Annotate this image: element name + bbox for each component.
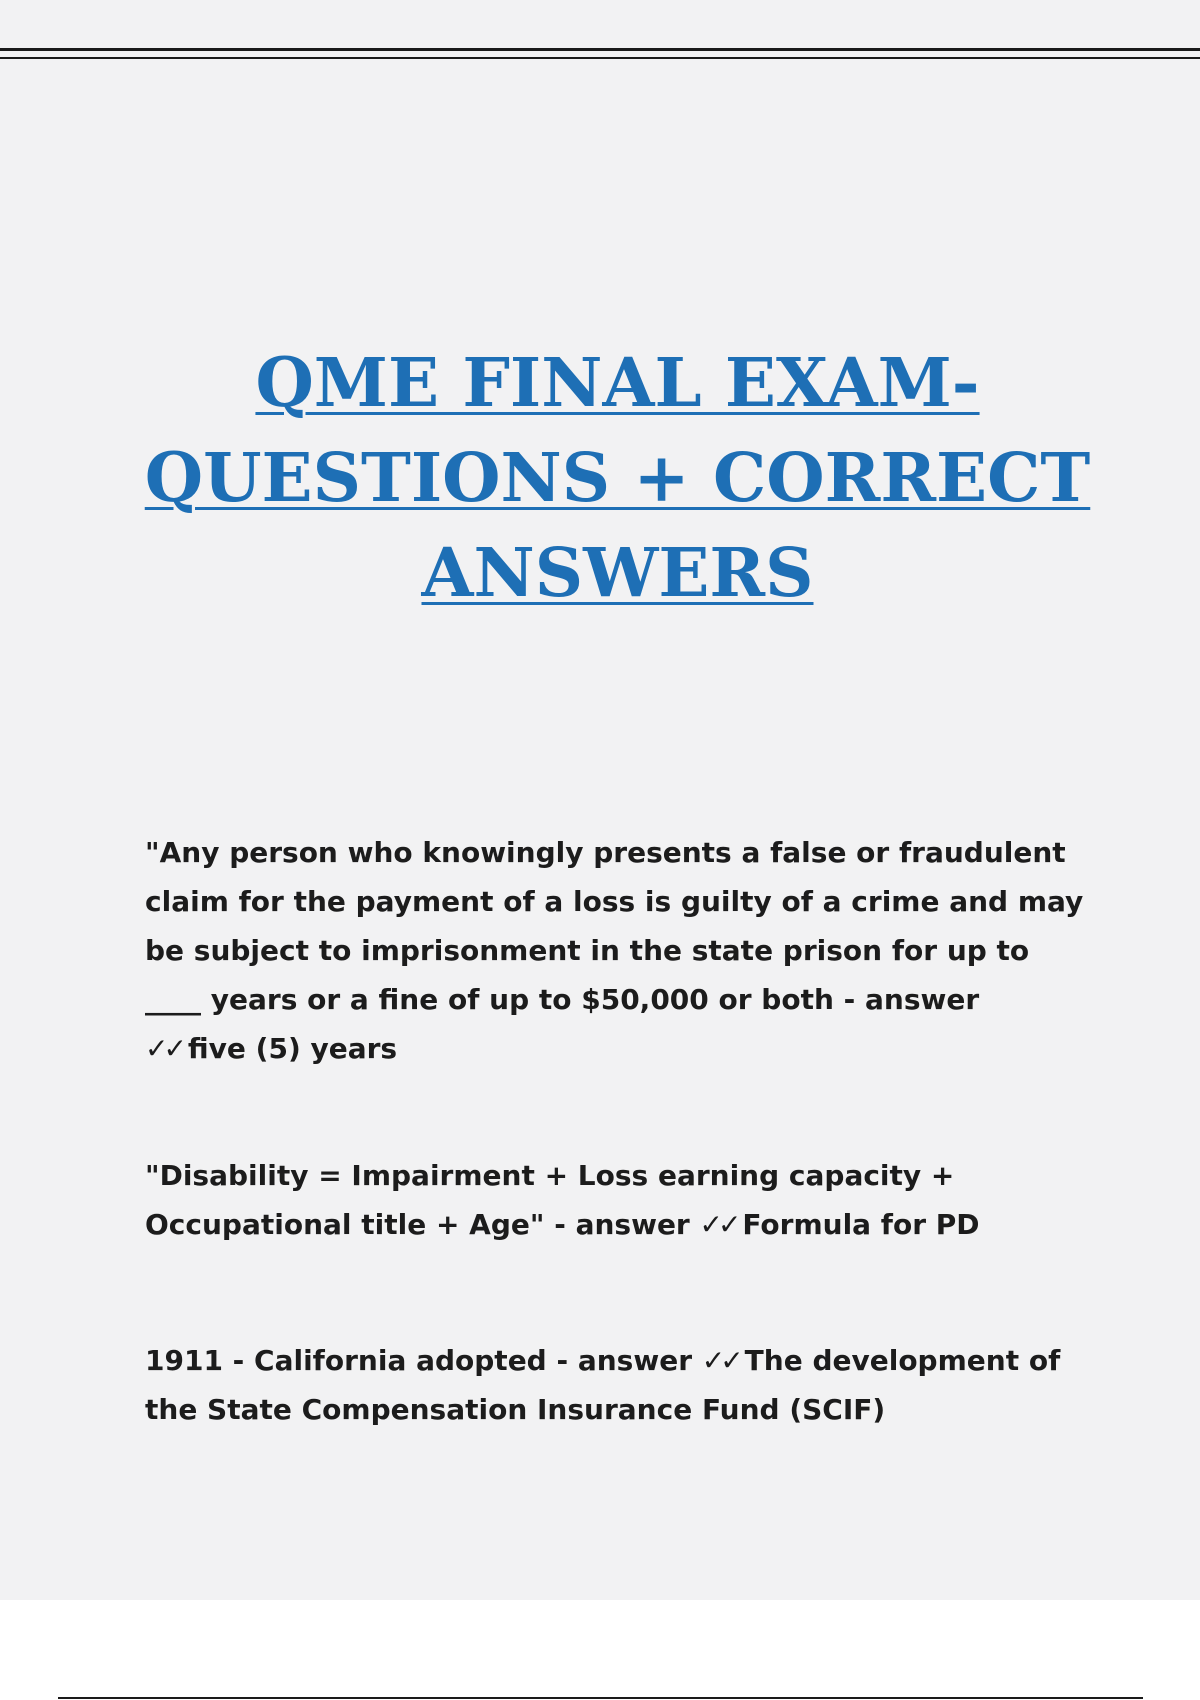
- footer-rule: [58, 1697, 1143, 1699]
- double-check-icon: ✓✓: [699, 1208, 737, 1241]
- double-check-icon: ✓✓: [145, 1032, 182, 1065]
- question-text: "Disability = Impairment + Loss earning capacity + Occupational title + Age" - answer: [145, 1159, 955, 1241]
- answer-text: Formula for PD: [742, 1208, 980, 1241]
- header-rule-inner: [0, 57, 1200, 59]
- title-line: QUESTIONS + CORRECT: [144, 438, 1091, 517]
- qa-item: [145, 1151, 1085, 1249]
- question-text: 1911 - California adopted - answer: [145, 1344, 702, 1377]
- header-rule: [0, 48, 1200, 51]
- qa-item: [145, 1336, 1085, 1434]
- qa-item: [145, 828, 1085, 1073]
- answer-text: The development of the State Compensation Insurance Fund (SCIF): [145, 1344, 1061, 1426]
- title-line: QME FINAL EXAM-: [255, 343, 980, 422]
- title-line: ANSWERS: [421, 533, 814, 612]
- answer-text: five (5) years: [187, 1032, 398, 1065]
- question-text: "Any person who knowingly presents a false or fraudulent claim for the payment of a loss is guilty of a crime and may be subject to imprisonment in the state prison for up to ____ years or a fine of up to $50,000 or both - answer: [145, 836, 1084, 1016]
- document-title: [120, 335, 1115, 620]
- double-check-icon: ✓✓: [701, 1344, 739, 1377]
